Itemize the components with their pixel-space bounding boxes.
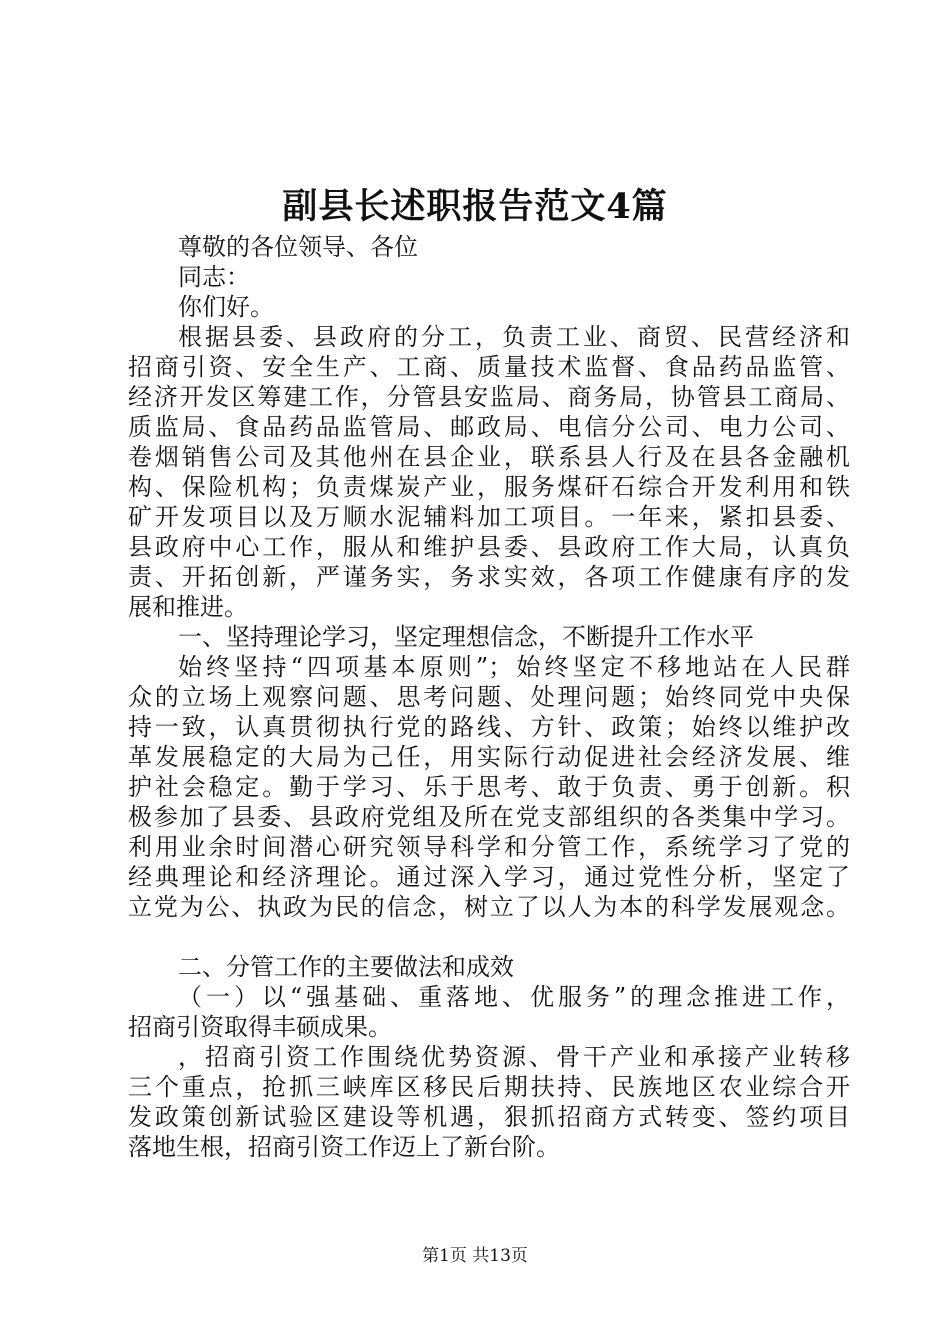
- text-line: 根据县委、县政府的分工，负责工业、商贸、民营经济和: [178, 323, 850, 351]
- text-line: 一、坚持理论学习，坚定理想信念，不断提升工作水平: [178, 623, 754, 651]
- text-line: 落地生根，招商引资工作迈上了新台阶。: [128, 1133, 560, 1161]
- text-line: 责、开拓创新，严谨务实，务求实效，各项工作健康有序的发: [128, 563, 850, 591]
- text-line: 始终坚持“四项基本原则”；始终坚定不移地站在人民群: [178, 653, 850, 681]
- text-line: 护社会稳定。勤于学习、乐于思考、敢于负责、勇于创新。积: [128, 773, 850, 801]
- text-line: 招商引资取得丰硕成果。: [128, 1013, 392, 1041]
- text-line: ，招商引资工作围绕优势资源、骨干产业和承接产业转移: [178, 1043, 850, 1071]
- text-line: （一）以“强基础、重落地、优服务”的理念推进工作，: [178, 983, 850, 1011]
- text-line: 持一致，认真贯彻执行党的路线、方针、政策；始终以维护改: [128, 713, 850, 741]
- text-line: 质监局、食品药品监管局、邮政局、电信分公司、电力公司、: [128, 413, 850, 441]
- text-line: [128, 922, 850, 952]
- text-line: 你们好。: [178, 293, 274, 321]
- text-line: 经典理论和经济理论。通过深入学习，通过党性分析，坚定了: [128, 863, 850, 891]
- text-line: 三个重点，抢抓三峡库区移民后期扶持、民族地区农业综合开: [128, 1073, 850, 1101]
- text-line: 经济开发区筹建工作，分管县安监局、商务局，协管县工商局、: [128, 383, 850, 411]
- text-line: 革发展稳定的大局为己任，用实际行动促进社会经济发展、维: [128, 743, 850, 771]
- document-title: 副县长述职报告范文4篇: [282, 186, 668, 227]
- text-line: 极参加了县委、县政府党组及所在党支部组织的各类集中学习。: [128, 803, 850, 831]
- text-line: 立党为公、执政为民的信念，树立了以人为本的科学发展观念。: [128, 893, 850, 921]
- document-body: [128, 232, 850, 1162]
- text-line: 利用业余时间潜心研究领导科学和分管工作，系统学习了党的: [128, 833, 850, 861]
- text-line: 构、保险机构；负责煤炭产业，服务煤矸石综合开发利用和铁: [128, 473, 850, 501]
- text-line: 二、分管工作的主要做法和成效: [178, 953, 514, 981]
- text-line: 发政策创新试验区建设等机遇，狠抓招商方式转变、签约项目: [128, 1103, 850, 1131]
- text-line: 尊敬的各位领导、各位: [178, 233, 418, 261]
- text-line: 矿开发项目以及万顺水泥辅料加工项目。一年来，紧扣县委、: [128, 503, 850, 531]
- text-line: 招商引资、安全生产、工商、质量技术监督、食品药品监管、: [128, 353, 850, 381]
- text-line: 众的立场上观察问题、思考问题、处理问题；始终同党中央保: [128, 683, 850, 711]
- page-footer: 第1页 共13页: [422, 1246, 528, 1266]
- text-line: 卷烟销售公司及其他州在县企业，联系县人行及在县各金融机: [128, 443, 850, 471]
- text-line: 同志：: [178, 263, 250, 291]
- text-line: 展和推进。: [128, 593, 248, 621]
- text-line: 县政府中心工作，服从和维护县委、县政府工作大局，认真负: [128, 533, 850, 561]
